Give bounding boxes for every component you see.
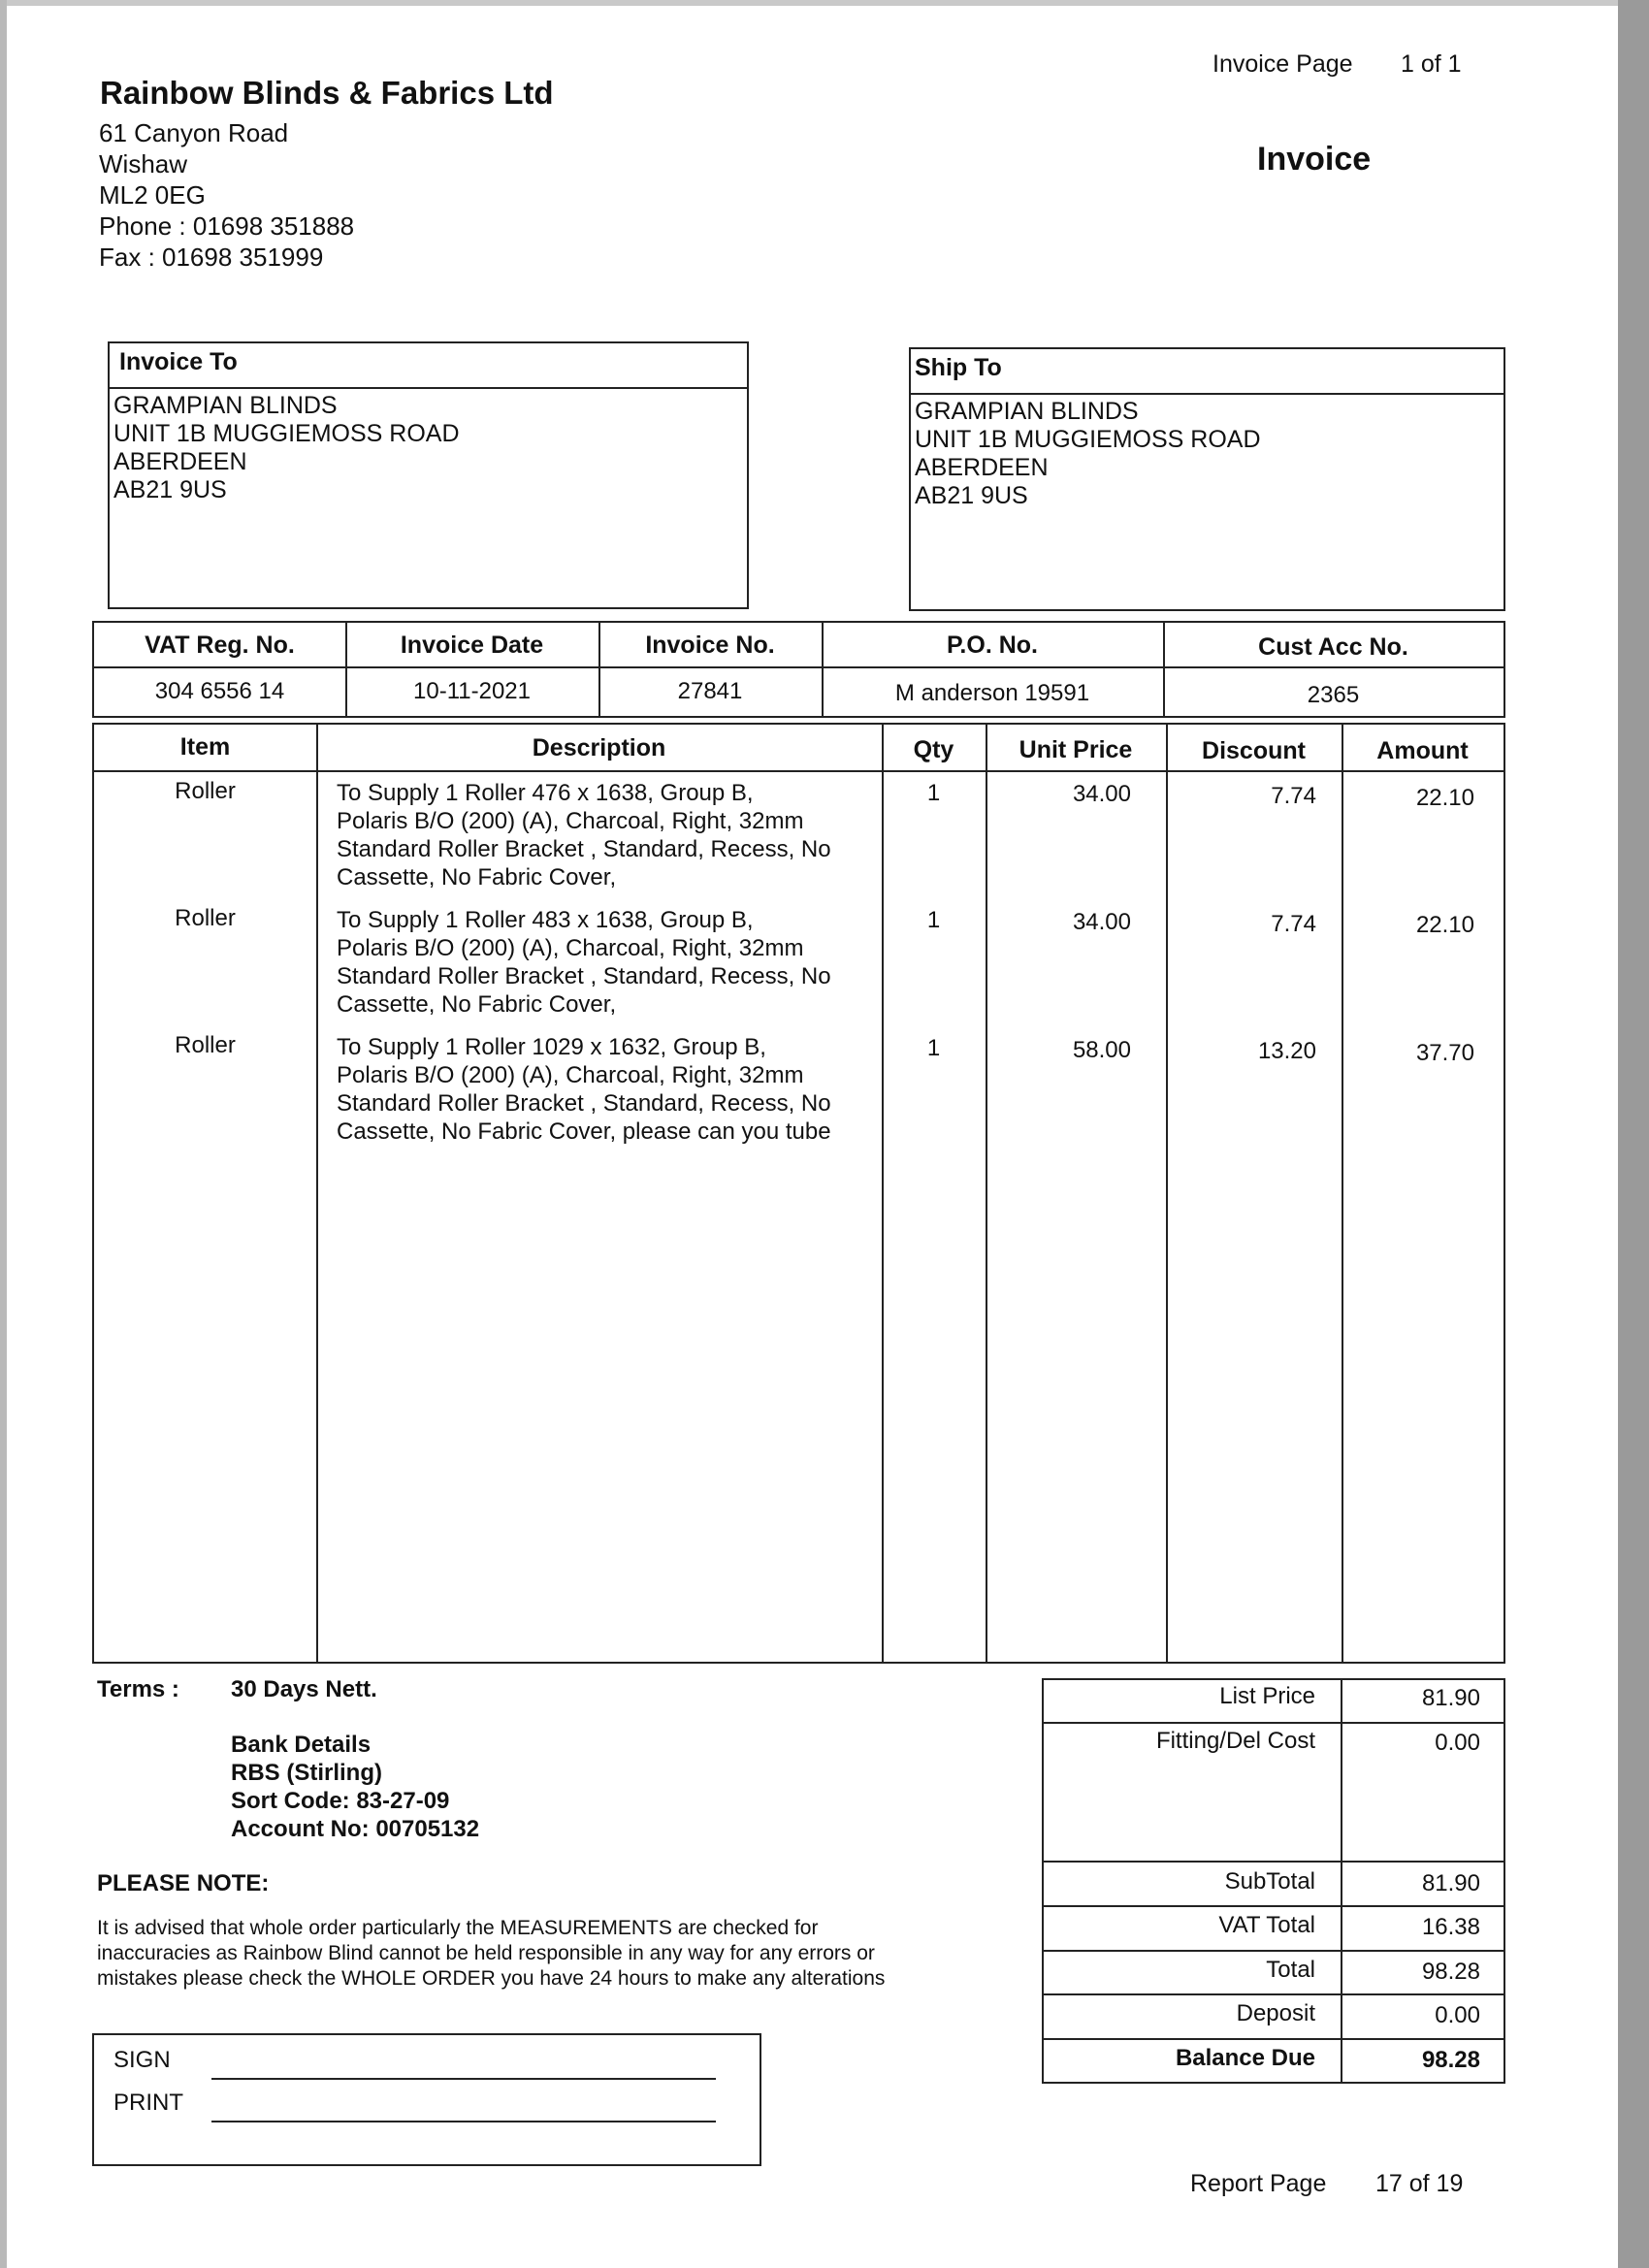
page-header-value: 1 of 1 xyxy=(1401,50,1462,78)
company-fax: Fax : 01698 351999 xyxy=(99,243,324,272)
total-label: Total xyxy=(1266,1957,1315,1983)
balance-due-label: Balance Due xyxy=(1175,2045,1315,2071)
sign-line[interactable] xyxy=(211,2078,716,2080)
note-text xyxy=(97,1916,885,1992)
invoice-date-value: 10-11-2021 xyxy=(413,678,531,704)
company-address-line: ML2 0EG xyxy=(99,180,206,210)
row-item: Roller xyxy=(175,1032,236,1058)
print-label: PRINT xyxy=(113,2090,183,2116)
row-description xyxy=(337,779,831,891)
items-table xyxy=(92,723,1505,1664)
ship-to-line: AB21 9US xyxy=(915,482,1028,509)
company-address-line: Wishaw xyxy=(99,149,188,178)
ship-to-line: UNIT 1B MUGGIEMOSS ROAD xyxy=(915,426,1261,453)
row-description xyxy=(337,906,831,1019)
ship-to-title: Ship To xyxy=(915,354,1002,381)
col-header-discount: Discount xyxy=(1202,737,1306,764)
po-no-value: M anderson 19591 xyxy=(894,680,1090,706)
company-address xyxy=(99,117,354,273)
row-item: Roller xyxy=(175,905,236,931)
invoice-no-value: 27841 xyxy=(677,678,743,704)
vat-reg-header: VAT Reg. No. xyxy=(145,632,295,659)
account-number: Account No: 00705132 xyxy=(231,1816,480,1842)
ship-to-box xyxy=(909,347,1505,611)
footer-report-page-value: 17 of 19 xyxy=(1375,2170,1464,2197)
scan-edge-top xyxy=(0,0,1649,6)
sort-code: Sort Code: 83-27-09 xyxy=(231,1788,450,1814)
invoice-to-address xyxy=(113,392,460,504)
description-line: Polaris B/O (200) (A), Charcoal, Right, 32mm xyxy=(337,808,804,834)
total-value: 98.28 xyxy=(1421,1959,1480,1985)
row-qty: 1 xyxy=(926,907,941,933)
subtotal-value: 81.90 xyxy=(1421,1870,1480,1896)
row-amount: 22.10 xyxy=(1415,912,1474,938)
invoice-date-header: Invoice Date xyxy=(400,632,544,659)
description-line: To Supply 1 Roller 476 x 1638, Group B, xyxy=(337,780,754,806)
row-discount: 7.74 xyxy=(1271,783,1316,809)
row-unit-price: 58.00 xyxy=(1072,1037,1131,1063)
cust-acc-header: Cust Acc No. xyxy=(1258,633,1408,661)
invoice-to-line: GRAMPIAN BLINDS xyxy=(113,392,338,419)
company-phone: Phone : 01698 351888 xyxy=(99,211,355,241)
col-header-description: Description xyxy=(532,734,666,761)
company-name: Rainbow Blinds & Fabrics Ltd xyxy=(100,75,554,111)
description-line: Polaris B/O (200) (A), Charcoal, Right, 32mm xyxy=(337,1062,804,1088)
description-line: To Supply 1 Roller 483 x 1638, Group B, xyxy=(337,907,754,933)
description-line: Polaris B/O (200) (A), Charcoal, Right, 32mm xyxy=(337,935,804,961)
col-header-item: Item xyxy=(179,733,231,761)
doc-title: Invoice xyxy=(1257,141,1372,178)
row-description xyxy=(337,1033,831,1146)
po-no-header: P.O. No. xyxy=(946,632,1038,659)
invoice-to-line: AB21 9US xyxy=(113,476,227,503)
footer-report-page-label: Report Page xyxy=(1190,2170,1327,2197)
sign-label: SIGN xyxy=(113,2047,171,2073)
terms-label: Terms : xyxy=(97,1676,179,1702)
col-header-amount: Amount xyxy=(1376,737,1469,764)
ship-to-address xyxy=(915,398,1261,510)
description-line: Cassette, No Fabric Cover, xyxy=(337,991,617,1018)
scan-edge-left xyxy=(0,0,7,2268)
balance-due-value: 98.28 xyxy=(1421,2047,1480,2073)
note-title: PLEASE NOTE: xyxy=(97,1870,270,1896)
list-price-value: 81.90 xyxy=(1421,1685,1480,1711)
description-line: Cassette, No Fabric Cover, please can you tube xyxy=(337,1118,831,1145)
bank-details xyxy=(231,1731,479,1843)
fitting-label: Fitting/Del Cost xyxy=(1155,1728,1315,1754)
col-header-unit-price: Unit Price xyxy=(1018,736,1133,763)
description-line: To Supply 1 Roller 1029 x 1632, Group B, xyxy=(337,1034,766,1060)
note-line: inaccuracies as Rainbow Blind cannot be held responsible in any way for any errors or xyxy=(97,1942,875,1964)
row-unit-price: 34.00 xyxy=(1072,909,1131,935)
scan-edge-right xyxy=(1618,0,1649,2268)
row-discount: 7.74 xyxy=(1271,911,1316,937)
row-qty: 1 xyxy=(926,780,941,806)
vat-reg-value: 304 6556 14 xyxy=(154,678,285,704)
subtotal-label: SubTotal xyxy=(1224,1868,1315,1895)
description-line: Cassette, No Fabric Cover, xyxy=(337,864,617,891)
list-price-label: List Price xyxy=(1219,1683,1315,1709)
invoice-to-line: ABERDEEN xyxy=(113,448,247,475)
terms-value: 30 Days Nett. xyxy=(231,1676,377,1702)
deposit-value: 0.00 xyxy=(1435,2002,1480,2028)
row-amount: 22.10 xyxy=(1415,785,1474,811)
invoice-to-box xyxy=(108,341,749,609)
invoice-no-header: Invoice No. xyxy=(645,632,775,659)
row-item: Roller xyxy=(175,778,236,804)
row-discount: 13.20 xyxy=(1257,1038,1316,1064)
company-address-line: 61 Canyon Road xyxy=(99,118,289,147)
signature-box xyxy=(92,2033,761,2166)
vat-total-label: VAT Total xyxy=(1218,1912,1315,1938)
vat-total-value: 16.38 xyxy=(1421,1914,1480,1940)
invoice-meta-table xyxy=(92,621,1505,718)
deposit-label: Deposit xyxy=(1236,2000,1315,2026)
note-line: It is advised that whole order particularly the MEASUREMENTS are checked for xyxy=(97,1917,819,1939)
row-unit-price: 34.00 xyxy=(1072,781,1131,807)
ship-to-line: ABERDEEN xyxy=(915,454,1049,481)
invoice-to-title: Invoice To xyxy=(119,348,238,375)
description-line: Standard Roller Bracket , Standard, Recess, No xyxy=(337,1090,831,1117)
bank-name: RBS (Stirling) xyxy=(231,1760,382,1786)
page-header-label: Invoice Page xyxy=(1212,50,1353,78)
row-qty: 1 xyxy=(926,1035,941,1061)
invoice-to-line: UNIT 1B MUGGIEMOSS ROAD xyxy=(113,420,460,447)
row-amount: 37.70 xyxy=(1415,1040,1474,1066)
note-line: mistakes please check the WHOLE ORDER you have 24 hours to make any alterations xyxy=(97,1967,886,1990)
totals-table xyxy=(1042,1678,1505,2084)
bank-details-title: Bank Details xyxy=(231,1732,372,1758)
description-line: Standard Roller Bracket , Standard, Recess, No xyxy=(337,836,831,862)
description-line: Standard Roller Bracket , Standard, Recess, No xyxy=(337,963,831,989)
print-line[interactable] xyxy=(211,2121,716,2122)
col-header-qty: Qty xyxy=(913,736,954,763)
fitting-value: 0.00 xyxy=(1435,1730,1480,1756)
ship-to-line: GRAMPIAN BLINDS xyxy=(915,398,1139,425)
cust-acc-value: 2365 xyxy=(1307,682,1360,708)
